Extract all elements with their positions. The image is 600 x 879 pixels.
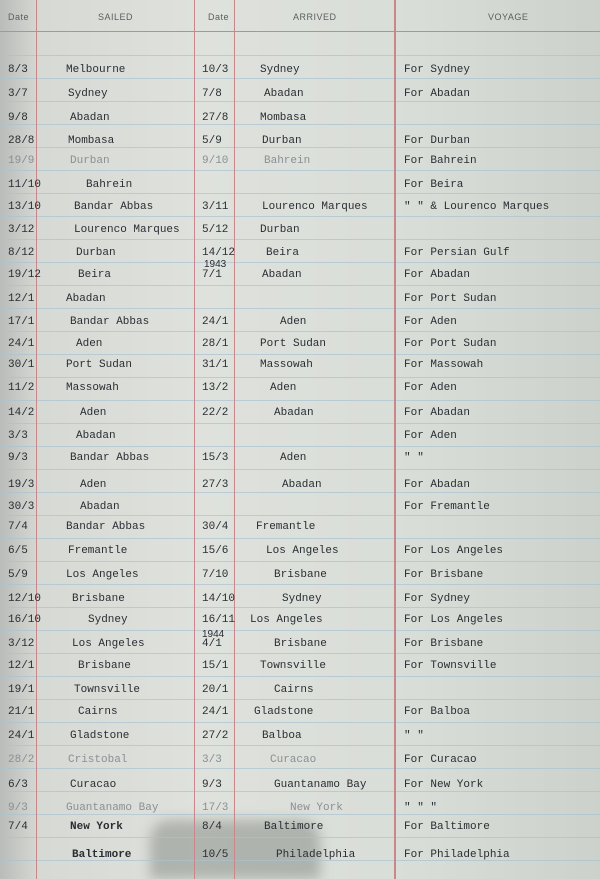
voyage-note: " " " <box>404 802 438 814</box>
sailed-port: Bandar Abbas <box>70 452 150 464</box>
sailed-date: 5/9 <box>8 569 28 581</box>
arrived-date: 13/2 <box>202 382 229 394</box>
year-1943: 1943 <box>204 259 227 270</box>
arrived-port: Lourenco Marques <box>262 201 368 213</box>
sailed-date: 8/12 <box>8 247 35 259</box>
arrived-date: 8/4 <box>202 821 222 833</box>
ruled-line <box>0 78 600 79</box>
voyage-note: For Sydney <box>404 593 471 605</box>
sailed-date: 3/12 <box>8 224 35 236</box>
ruled-line <box>0 400 600 401</box>
arrived-date: 15/1 <box>202 660 229 672</box>
voyage-note: " " & Lourenco Marques <box>404 201 550 213</box>
ruled-line <box>0 101 600 102</box>
sailed-date: 24/1 <box>8 338 35 350</box>
arrived-port: Aden <box>280 316 307 328</box>
voyage-note: For Abadan <box>404 407 471 419</box>
header-date-arrived: Date <box>208 12 230 22</box>
sailed-date: 14/2 <box>8 407 35 419</box>
sailed-date: 28/8 <box>8 135 35 147</box>
ruled-line <box>0 354 600 355</box>
arrived-date: 7/10 <box>202 569 229 581</box>
arrived-date: 9/3 <box>202 779 222 791</box>
sailed-port: Bandar Abbas <box>66 521 146 533</box>
voyage-note: " " <box>404 730 424 742</box>
voyage-note: For Persian Gulf <box>404 247 510 259</box>
sailed-date: 3/12 <box>8 638 35 650</box>
arrived-port: Gladstone <box>254 706 314 718</box>
sailed-port: Brisbane <box>78 660 131 672</box>
voyage-note: For Bahrein <box>404 155 477 167</box>
year-1944: 1944 <box>202 629 225 640</box>
arrived-date: 28/1 <box>202 338 229 350</box>
sailed-port: Abadan <box>66 293 106 305</box>
ruled-line <box>0 653 600 654</box>
arrived-date: 3/3 <box>202 754 222 766</box>
voyage-note: For Curacao <box>404 754 477 766</box>
voyage-note: For Beira <box>404 179 464 191</box>
arrived-port: Brisbane <box>274 569 327 581</box>
arrived-port: Aden <box>270 382 297 394</box>
ruled-line <box>0 837 600 838</box>
column-divider <box>234 0 235 879</box>
sailed-port: Mombasa <box>68 135 115 147</box>
column-divider <box>36 0 37 879</box>
arrived-port: Durban <box>260 224 300 236</box>
ruled-line <box>0 216 600 217</box>
ruled-line <box>0 584 600 585</box>
arrived-date: 17/3 <box>202 802 229 814</box>
sailed-date: 11/10 <box>8 179 42 191</box>
sailed-port: Massowah <box>66 382 119 394</box>
arrived-port: Fremantle <box>256 521 316 533</box>
voyage-note: For Townsville <box>404 660 497 672</box>
sailed-port: Sydney <box>88 614 128 626</box>
arrived-date: 10/3 <box>202 64 229 76</box>
arrived-date: 27/3 <box>202 479 229 491</box>
voyage-note: " " <box>404 452 424 464</box>
arrived-date: 24/1 <box>202 316 229 328</box>
sailed-port: Guantanamo Bay <box>66 802 159 814</box>
ruled-line <box>0 768 600 769</box>
sailed-port: Fremantle <box>68 545 128 557</box>
sailed-date: 30/3 <box>8 501 35 513</box>
ruled-line <box>0 515 600 516</box>
arrived-date: 10/5 <box>202 849 229 861</box>
arrived-date: 3/11 <box>202 201 229 213</box>
sailed-date: 6/3 <box>8 779 28 791</box>
sailed-port: Gladstone <box>70 730 130 742</box>
sailed-port: Aden <box>80 407 107 419</box>
sailed-port: Lourenco Marques <box>74 224 180 236</box>
arrived-date: 7/8 <box>202 88 222 100</box>
ruled-line <box>0 676 600 677</box>
ruled-line <box>0 331 600 332</box>
voyage-note: For New York <box>404 779 484 791</box>
sailed-date: 3/3 <box>8 430 28 442</box>
sailed-port: Baltimore <box>72 849 132 861</box>
arrived-date: 30/4 <box>202 521 229 533</box>
sailed-port: Abadan <box>76 430 116 442</box>
arrived-date: 5/12 <box>202 224 229 236</box>
sailed-date: 30/1 <box>8 359 35 371</box>
arrived-port: Cairns <box>274 684 314 696</box>
sailed-port: Bandar Abbas <box>70 316 150 328</box>
sailed-date: 24/1 <box>8 730 35 742</box>
sailed-date: 19/1 <box>8 684 35 696</box>
arrived-port: Balboa <box>262 730 302 742</box>
sailed-port: Aden <box>76 338 103 350</box>
arrived-port: Mombasa <box>260 112 307 124</box>
sailed-port: Durban <box>76 247 116 259</box>
header-date-sailed: Date <box>8 12 30 22</box>
sailed-date: 8/3 <box>8 64 28 76</box>
arrived-port: Guantanamo Bay <box>274 779 367 791</box>
sailed-date: 7/4 <box>8 521 28 533</box>
ruled-line <box>0 630 600 631</box>
voyage-note: For Balboa <box>404 706 471 718</box>
sailed-port: Melbourne <box>66 64 126 76</box>
sailed-date: 21/1 <box>8 706 35 718</box>
arrived-date: 15/6 <box>202 545 229 557</box>
sailed-port: Townsville <box>74 684 141 696</box>
arrived-date: 5/9 <box>202 135 222 147</box>
arrived-date: 27/8 <box>202 112 229 124</box>
voyage-note: For Aden <box>404 430 457 442</box>
ruled-line <box>0 377 600 378</box>
voyage-note: For Fremantle <box>404 501 490 513</box>
voyage-note: For Los Angeles <box>404 545 504 557</box>
sailed-port: Beira <box>78 269 112 281</box>
sailed-date: 3/7 <box>8 88 28 100</box>
ruled-line <box>0 285 600 286</box>
voyage-note: For Aden <box>404 316 457 328</box>
sailed-port: Abadan <box>70 112 110 124</box>
ruled-line <box>0 262 600 263</box>
ruled-line <box>0 170 600 171</box>
ruled-line <box>0 55 600 56</box>
column-divider <box>394 0 396 879</box>
arrived-port: Massowah <box>260 359 313 371</box>
sailed-date: 12/1 <box>8 293 35 305</box>
header-arrived: ARRIVED <box>293 12 337 22</box>
arrived-port: Brisbane <box>274 638 327 650</box>
sailed-date: 19/3 <box>8 479 35 491</box>
arrived-port: Los Angeles <box>250 614 323 626</box>
arrived-date: 14/10 <box>202 593 236 605</box>
ruled-line <box>0 722 600 723</box>
header-sailed: SAILED <box>98 12 134 22</box>
voyage-note: For Philadelphia <box>404 849 510 861</box>
header-rule <box>0 31 600 32</box>
sailed-date: 13/10 <box>8 201 42 213</box>
arrived-port: Sydney <box>282 593 322 605</box>
sailed-date: 12/1 <box>8 660 35 672</box>
ruled-line <box>0 446 600 447</box>
arrived-port: Abadan <box>282 479 322 491</box>
sailed-port: Bandar Abbas <box>74 201 154 213</box>
voyage-note: For Port Sudan <box>404 293 497 305</box>
sailed-port: Abadan <box>80 501 120 513</box>
arrived-date: 14/12 <box>202 247 236 259</box>
arrived-date: 7/1 <box>202 269 222 281</box>
ruled-line <box>0 538 600 539</box>
arrived-date: 9/10 <box>202 155 229 167</box>
voyage-note: For Port Sudan <box>404 338 497 350</box>
voyage-note: For Sydney <box>404 64 471 76</box>
voyage-note: For Brisbane <box>404 638 484 650</box>
ruled-line <box>0 561 600 562</box>
voyage-note: For Massowah <box>404 359 484 371</box>
arrived-port: Bahrein <box>264 155 311 167</box>
arrived-port: Abadan <box>262 269 302 281</box>
ruled-line <box>0 607 600 608</box>
column-divider <box>194 0 195 879</box>
arrived-date: 31/1 <box>202 359 229 371</box>
ruled-line <box>0 699 600 700</box>
sailed-date: 9/8 <box>8 112 28 124</box>
ruled-line <box>0 469 600 470</box>
sailed-date: 7/4 <box>8 821 28 833</box>
voyage-note: For Baltimore <box>404 821 490 833</box>
header-voyage: VOYAGE <box>488 12 529 22</box>
arrived-date: 4/1 <box>202 638 222 650</box>
sailed-port: Los Angeles <box>72 638 145 650</box>
arrived-date: 27/2 <box>202 730 229 742</box>
arrived-port: Beira <box>266 247 300 259</box>
sailed-port: Cairns <box>78 706 118 718</box>
arrived-port: Durban <box>262 135 302 147</box>
voyage-note: For Brisbane <box>404 569 484 581</box>
sailed-date: 19/9 <box>8 155 35 167</box>
sailed-date: 17/1 <box>8 316 35 328</box>
sailed-date: 28/2 <box>8 754 35 766</box>
arrived-port: Baltimore <box>264 821 324 833</box>
ruled-line <box>0 423 600 424</box>
arrived-port: Aden <box>280 452 307 464</box>
arrived-date: 20/1 <box>202 684 229 696</box>
sailed-port: New York <box>70 821 123 833</box>
voyage-note: For Abadan <box>404 479 471 491</box>
sailed-date: 12/10 <box>8 593 42 605</box>
ruled-line <box>0 193 600 194</box>
voyage-note: For Los Angeles <box>404 614 504 626</box>
sailed-port: Cristobal <box>68 754 128 766</box>
sailed-date: 9/3 <box>8 802 28 814</box>
arrived-date: 24/1 <box>202 706 229 718</box>
sailed-port: Sydney <box>68 88 108 100</box>
arrived-port: Sydney <box>260 64 300 76</box>
ruled-line <box>0 492 600 493</box>
sailed-port: Durban <box>70 155 110 167</box>
arrived-port: Port Sudan <box>260 338 327 350</box>
voyage-note: For Durban <box>404 135 471 147</box>
sailed-port: Bahrein <box>86 179 133 191</box>
voyage-note: For Aden <box>404 382 457 394</box>
sailed-date: 11/2 <box>8 382 35 394</box>
arrived-port: Los Angeles <box>266 545 339 557</box>
arrived-port: Philadelphia <box>276 849 356 861</box>
voyage-note: For Abadan <box>404 269 471 281</box>
arrived-port: Abadan <box>274 407 314 419</box>
arrived-port: New York <box>290 802 343 814</box>
sailed-port: Brisbane <box>72 593 125 605</box>
sailed-port: Port Sudan <box>66 359 133 371</box>
arrived-port: Abadan <box>264 88 304 100</box>
sailed-port: Curacao <box>70 779 117 791</box>
sailed-date: 6/5 <box>8 545 28 557</box>
arrived-port: Curacao <box>270 754 317 766</box>
ruled-line <box>0 745 600 746</box>
sailed-port: Los Angeles <box>66 569 139 581</box>
sailed-port: Aden <box>80 479 107 491</box>
arrived-date: 15/3 <box>202 452 229 464</box>
ruled-line <box>0 308 600 309</box>
ruled-line <box>0 239 600 240</box>
arrived-date: 16/11 <box>202 614 236 626</box>
sailed-date: 16/10 <box>8 614 42 626</box>
sailed-date: 19/12 <box>8 269 42 281</box>
sailed-date: 9/3 <box>8 452 28 464</box>
arrived-date: 22/2 <box>202 407 229 419</box>
voyage-note: For Abadan <box>404 88 471 100</box>
arrived-port: Townsville <box>260 660 327 672</box>
